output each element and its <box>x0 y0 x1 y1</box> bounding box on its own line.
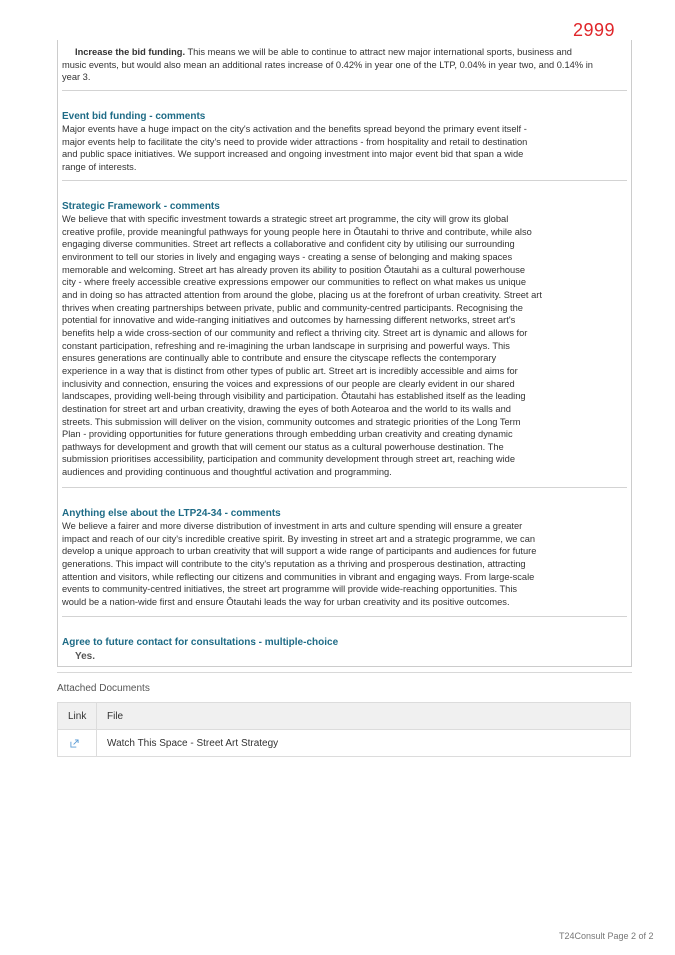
external-link-icon[interactable] <box>68 738 79 748</box>
section-body: Major events have a huge impact on the city's activation and the benefits spread beyond the primary event itself - major events help to facilitate the city's need to provide wider attractions - from hospitality and retail to destination and public space initiatives. We support increased and ongoing investment into major event bid that span a wide range of interests. <box>62 124 528 172</box>
page-footer: T24Consult Page 2 of 2 <box>559 931 654 941</box>
column-header-link: Link <box>58 703 97 730</box>
attachments-title: Attached Documents <box>57 683 150 694</box>
divider <box>62 180 627 181</box>
table-row <box>58 730 631 757</box>
divider <box>62 90 627 91</box>
panel-divider <box>57 672 632 673</box>
strategic-framework-section <box>62 201 627 479</box>
section-body: We believe a fairer and more diverse distribution of investment in arts and culture spending will ensure a greater impact and reach of our city's incredible creative spirit. By investing in street art and a strategic programme, we can develop a unique approach to urban creativity that will support a wide range of participants and audiences for future generations. This impact will contribute to the city's reputation as a thriving and prosperous destination, attracting attention and visitors, while reflecting our citizens and communities in vibrant and engaging ways. From large-scale events to community-centred initiatives, the street art programme will provide wide-reaching opportunities. This would be a nation-wide first and ensure Ōtautahi leads the way for urban creativity and its positive outcomes. <box>62 521 537 607</box>
divider <box>62 487 627 488</box>
attachment-link-cell[interactable] <box>58 730 97 757</box>
bid-funding-option <box>62 46 628 84</box>
bid-funding-lead: Increase the bid funding. <box>75 47 186 57</box>
attachment-file-name: Watch This Space - Street Art Strategy <box>97 730 631 757</box>
bid-funding-text: This means we will be able to continue to attract new major international sports, business and music events, but would also mean an additional rates increase of 0.42% in year one of the LTP, 0.04% in year two, and 0.14% in year 3. <box>62 47 593 83</box>
section-heading: Agree to future contact for consultations - multiple-choice <box>62 637 339 648</box>
anything-else-section <box>62 508 627 609</box>
attachments-table <box>57 702 631 757</box>
submission-panel <box>57 40 632 667</box>
contact-answer: Yes. <box>75 651 96 662</box>
column-header-file: File <box>97 703 631 730</box>
section-heading: Anything else about the LTP24-34 - comments <box>62 508 281 519</box>
section-body: We believe that with specific investment towards a strategic street art programme, the city will grow its global creative profile, provide meaningful pathways for young people here in Ōtautahi to thrive and contribute, while also engaging diverse communities. Street art reflects a collaborative and confident city by utilising our surrounding environment to tell our stories in lively and engaging ways - creating a sense of belonging and making spaces memorable and welcoming. Street art has already proven its ability to position Ōtautahi as a cultural powerhouse city - where freely accessible creative expressions empower our communities to reflect on what makes us unique and in doing so has attracted attention from around the globe, placing us at the forefront of urban creativity. Street art thrives when creating partnerships between private, public and community-centred participants. Recognising the potential for innovative and wide-ranging initiatives and outcomes by harnessing different networks, street art's benefits help a wide cross-section of our community and reflect a thriving city. Street art is dynamic and allows for constant participation, refreshing and re-imagining the urban landscape in surprising and powerful ways. This ensures generations are continually able to contribute and ensure the cityscape reflects the contemporary experience in a way that is distinct from other types of public art. Street art is incredibly accessible and aims for inclusivity and connection, ensuring the voices and expressions of our people are clearly evident in our shared landscapes, providing well-being through visibility and participation. Ōtautahi has established itself as the leading destination for street art and urban creativity, drawing the eyes of both Aotearoa and the world to its walls and streets. This submission will deliver on the vision, community outcomes and strategic priorities of the Long Term Plan - providing opportunities for future generations through embedding urban creativity and creating dynamic pathways for development and growth that will cement our status as a cultural powerhouse destination. The submission prioritises accessibility, participation and community development through street art, reaching wide audiences and providing continuous and thoughtful activation and programming. <box>62 214 542 478</box>
page-number: 2999 <box>573 20 616 40</box>
section-heading: Event bid funding - comments <box>62 111 206 122</box>
contact-section <box>62 637 627 662</box>
divider <box>62 616 627 617</box>
section-heading: Strategic Framework - comments <box>62 201 220 212</box>
event-bid-section <box>62 111 627 174</box>
table-header-row <box>58 703 631 730</box>
